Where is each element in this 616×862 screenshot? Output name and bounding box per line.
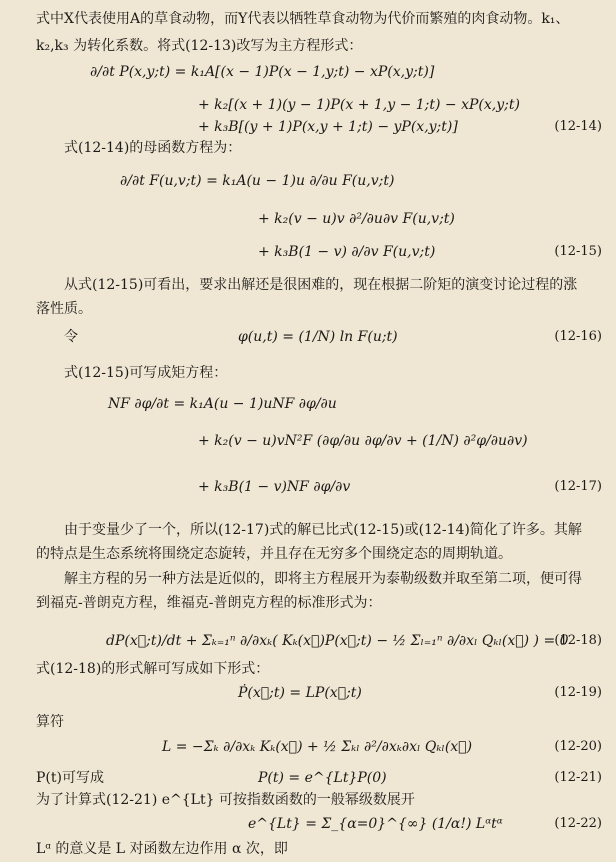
equation-number-12-20: (12-20) xyxy=(554,739,602,754)
equation-number-12-19: (12-19) xyxy=(554,685,602,700)
equation-12-21: P(t) = e^{Lt}P(0) xyxy=(258,770,387,786)
paragraph-8: P(t)可写成 xyxy=(36,770,104,786)
paragraph-1-line-1: 式中X代表使用A的草食动物，而Y代表以牺牲草食动物为代价而繁殖的肉食动物。k₁、 xyxy=(36,11,570,27)
equation-12-14-line-1: ∂/∂t P(x,y;t) = k₁A[(x − 1)P(x − 1,y;t) − xP(x,y;t)] xyxy=(90,64,435,80)
equation-12-20: L = −Σₖ ∂/∂xₖ Kₖ(x⃗) + ½ Σₖₗ ∂²/∂xₖ∂xₗ Qₖₗ(x⃗) xyxy=(162,739,473,755)
equation-number-12-16: (12-16) xyxy=(554,329,602,344)
equation-12-17-line-1: NF ∂φ/∂t = k₁A(u − 1)uNF ∂φ/∂u xyxy=(108,396,337,412)
paragraph-9: 为了计算式(12-21) e^{Lt} 可按指数函数的一般幂级数展开 xyxy=(36,792,415,808)
equation-12-22: e^{Lt} = Σ_{α=0}^{∞} (1/α!) Lᵅtᵅ xyxy=(248,816,503,832)
equation-number-12-17: (12-17) xyxy=(554,479,602,494)
paragraph-4: 式(12-15)可写成矩方程： xyxy=(64,365,228,381)
suanfu-word: 算符 xyxy=(36,714,64,730)
ling-word: 令 xyxy=(64,329,78,345)
equation-number-12-15: (12-15) xyxy=(554,244,602,259)
equation-12-19: Ṗ(x⃗;t) = LP(x⃗;t) xyxy=(238,685,362,701)
paragraph-6-line-1: 解主方程的另一种方法是近似的，即将主方程展开为泰勒级数并取至第二项，便可得 xyxy=(64,571,582,587)
equation-12-14-line-3: + k₃B[(y + 1)P(x,y + 1;t) − yP(x,y;t)] xyxy=(198,119,458,135)
equation-12-15-line-3: + k₃B(1 − v) ∂/∂v F(u,v;t) xyxy=(258,244,436,260)
paragraph-5-line-1: 由于变量少了一个，所以(12-17)式的解已比式(12-15)或(12-14)简化了许多。其解 xyxy=(64,522,582,538)
paragraph-6-line-2: 到福克-普朗克方程，维福克-普朗克方程的标准形式为： xyxy=(36,595,382,611)
paragraph-10: Lᵅ 的意义是 L 对函数左边作用 α 次，即 xyxy=(36,841,288,857)
equation-12-15-line-2: + k₂(v − u)v ∂²/∂u∂v F(u,v;t) xyxy=(258,211,455,227)
equation-12-14-line-2: + k₂[(x + 1)(y − 1)P(x + 1,y − 1;t) − xP(x,y;t) xyxy=(198,97,520,113)
equation-12-17-line-3: + k₃B(1 − v)NF ∂φ/∂v xyxy=(198,479,351,495)
paragraph-3-line-2: 落性质。 xyxy=(36,301,92,317)
paragraph-3-line-1: 从式(12-15)可看出，要求出解还是很困难的，现在根据二阶矩的演变讨论过程的涨 xyxy=(64,277,578,293)
equation-number-12-21: (12-21) xyxy=(554,770,602,785)
equation-number-12-22: (12-22) xyxy=(554,816,602,831)
equation-number-12-18: (12-18) xyxy=(554,633,602,648)
equation-number-12-14: (12-14) xyxy=(554,119,602,134)
paragraph-1-line-2: k₂,k₃ 为转化系数。将式(12-13)改写为主方程形式： xyxy=(36,38,363,54)
paragraph-5-line-2: 的特点是生态系统将围绕定态旋转，并且存在无穷多个围绕定态的周期轨道。 xyxy=(36,546,512,562)
equation-12-15-line-1: ∂/∂t F(u,v;t) = k₁A(u − 1)u ∂/∂u F(u,v;t) xyxy=(120,173,395,189)
paragraph-7: 式(12-18)的形式解可写成如下形式： xyxy=(36,661,270,677)
equation-12-17-line-2: + k₂(v − u)vN²F (∂φ/∂u ∂φ/∂v + (1/N) ∂²φ/∂u∂v) xyxy=(198,433,528,449)
equation-12-18: dP(x⃗;t)/dt + Σₖ₌₁ⁿ ∂/∂xₖ( Kₖ(x⃗)P(x⃗;t) − ½ Σₗ₌₁ⁿ ∂/∂xₗ Qₖₗ(x⃗) ) = 0 xyxy=(106,633,569,649)
equation-12-16: φ(u,t) = (1/N) ln F(u;t) xyxy=(238,329,398,345)
paragraph-2: 式(12-14)的母函数方程为： xyxy=(64,140,242,156)
